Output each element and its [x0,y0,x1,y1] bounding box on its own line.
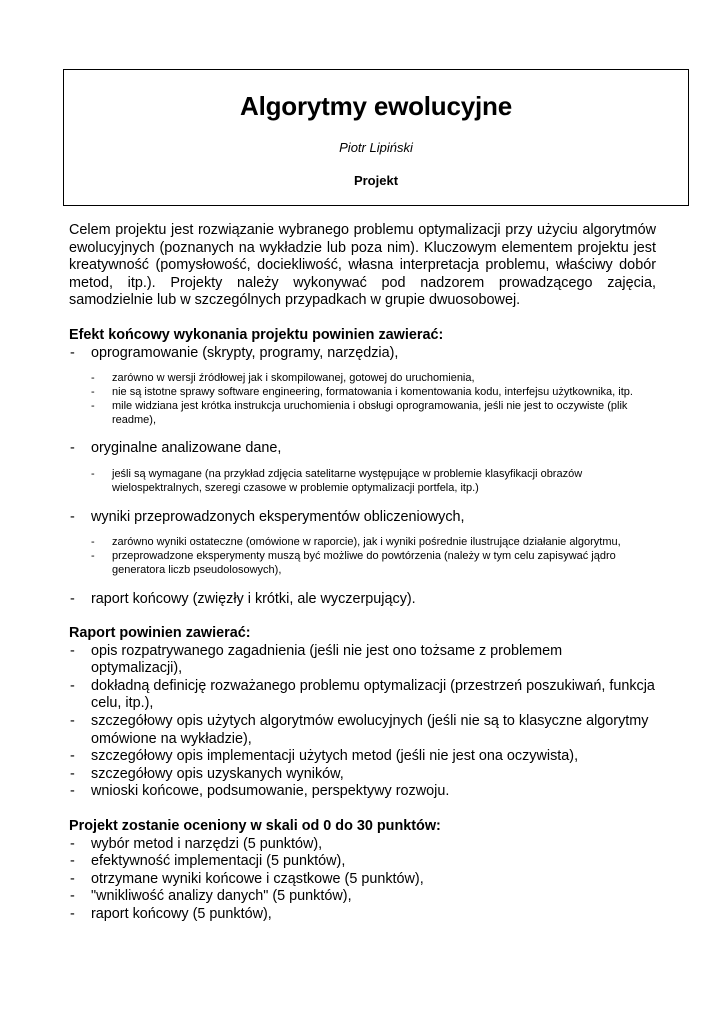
author-name: Piotr Lipiński [339,140,413,155]
sub-list-item: - przeprowadzone eksperymenty muszą być możliwe do powtórzenia (należy w tym celu zapisywać jądro generatora liczb pseudolosowych), [91,550,656,578]
sub-list-item: - jeśli są wymagane (na przykład zdjęcia satelitarne występujące w problemie klasyfikacji obrazów wielospektralnych, szeregi czasowe w problemie optymalizacji portfela, itp.) [91,468,656,496]
list-item: - szczegółowy opis uzyskanych wyników, [69,766,656,784]
sub-list-item: - zarówno wyniki ostateczne (omówione w raporcie), jak i wyniki pośrednie ilustrujące działanie algorytmu, [91,536,656,550]
effect-heading: Efekt końcowy wykonania projektu powinien zawierać: [69,326,444,343]
sub-list-item: - mile widziana jest krótka instrukcja uruchomienia i obsługi oprogramowania, jeśli nie jest to oczywiste (plik readme), [91,400,656,428]
effect-item-software: oprogramowanie (skrypty, programy, narzędzia), [91,344,399,361]
effect-item-results: wyniki przeprowadzonych eksperymentów obliczeniowych, [91,508,465,525]
document-title: Algorytmy ewolucyjne [240,91,512,121]
title-box [63,69,689,206]
report-list [69,643,656,801]
document-body [69,222,656,924]
sub-list [91,372,656,427]
list-item [69,591,656,609]
list-item: - wybór metod i narzędzi (5 punktów), [69,836,656,854]
effect-item-data: oryginalne analizowane dane, [91,440,282,457]
sub-list-item: - nie są istotne sprawy software engineering, formatowania i komentowania kodu, interfejsu użytkownika, itp. [91,386,656,400]
list-item: - otrzymane wyniki końcowe i cząstkowe (5 punktów), [69,871,656,889]
document-subtitle: Projekt [353,173,399,188]
effect-item-report: raport końcowy (zwięzły i krótki, ale wyczerpujący). [91,590,416,607]
list-item: - szczegółowy opis implementacji użytych metod (jeśli nie jest ona oczywista), [69,748,656,766]
grading-list [69,836,656,924]
list-item: - raport końcowy (5 punktów), [69,906,656,924]
list-item: - opis rozpatrywanego zagadnienia (jeśli nie jest ono tożsame z problemem optymalizacji), [69,643,656,678]
list-item: - szczegółowy opis użytych algorytmów ewolucyjnych (jeśli nie są to klasyczne algorytmy omówione na wykładzie), [69,713,656,748]
list-item [69,345,656,428]
sub-list [91,536,656,577]
sub-list [91,468,656,496]
list-item: - dokładną definicję rozważanego problemu optymalizacji (przestrzeń poszukiwań, funkcja celu, itp.), [69,678,656,713]
grading-heading: Projekt zostanie oceniony w skali od 0 do 30 punktów: [69,818,441,835]
list-item [69,440,656,495]
list-item: - efektywność implementacji (5 punktów), [69,853,656,871]
report-heading: Raport powinien zawierać: [69,625,251,642]
sub-list-item: - zarówno w wersji źródłowej jak i skompilowanej, gotowej do uruchomienia, [91,372,656,386]
list-item: - "wnikliwość analizy danych" (5 punktów), [69,888,656,906]
effect-list [69,345,656,609]
list-item: - wnioski końcowe, podsumowanie, perspektywy rozwoju. [69,783,656,801]
list-item [69,509,656,578]
intro-paragraph: Celem projektu jest rozwiązanie wybranego problemu optymalizacji przy użyciu algorytmów ewolucyjnych (poznanych na wykładzie lub poza nim). Kluczowym elementem projektu jest kreatywność (pomysłowość, dociekliwość, własna interpretacja problemu, właściwy dobór metod, itp.). Projekty należy wykonywać pod nadzorem prowadzącego zajęcia, samodzielnie lub w szczególnych przypadkach w grupie dwuosobowej. [69,222,656,309]
